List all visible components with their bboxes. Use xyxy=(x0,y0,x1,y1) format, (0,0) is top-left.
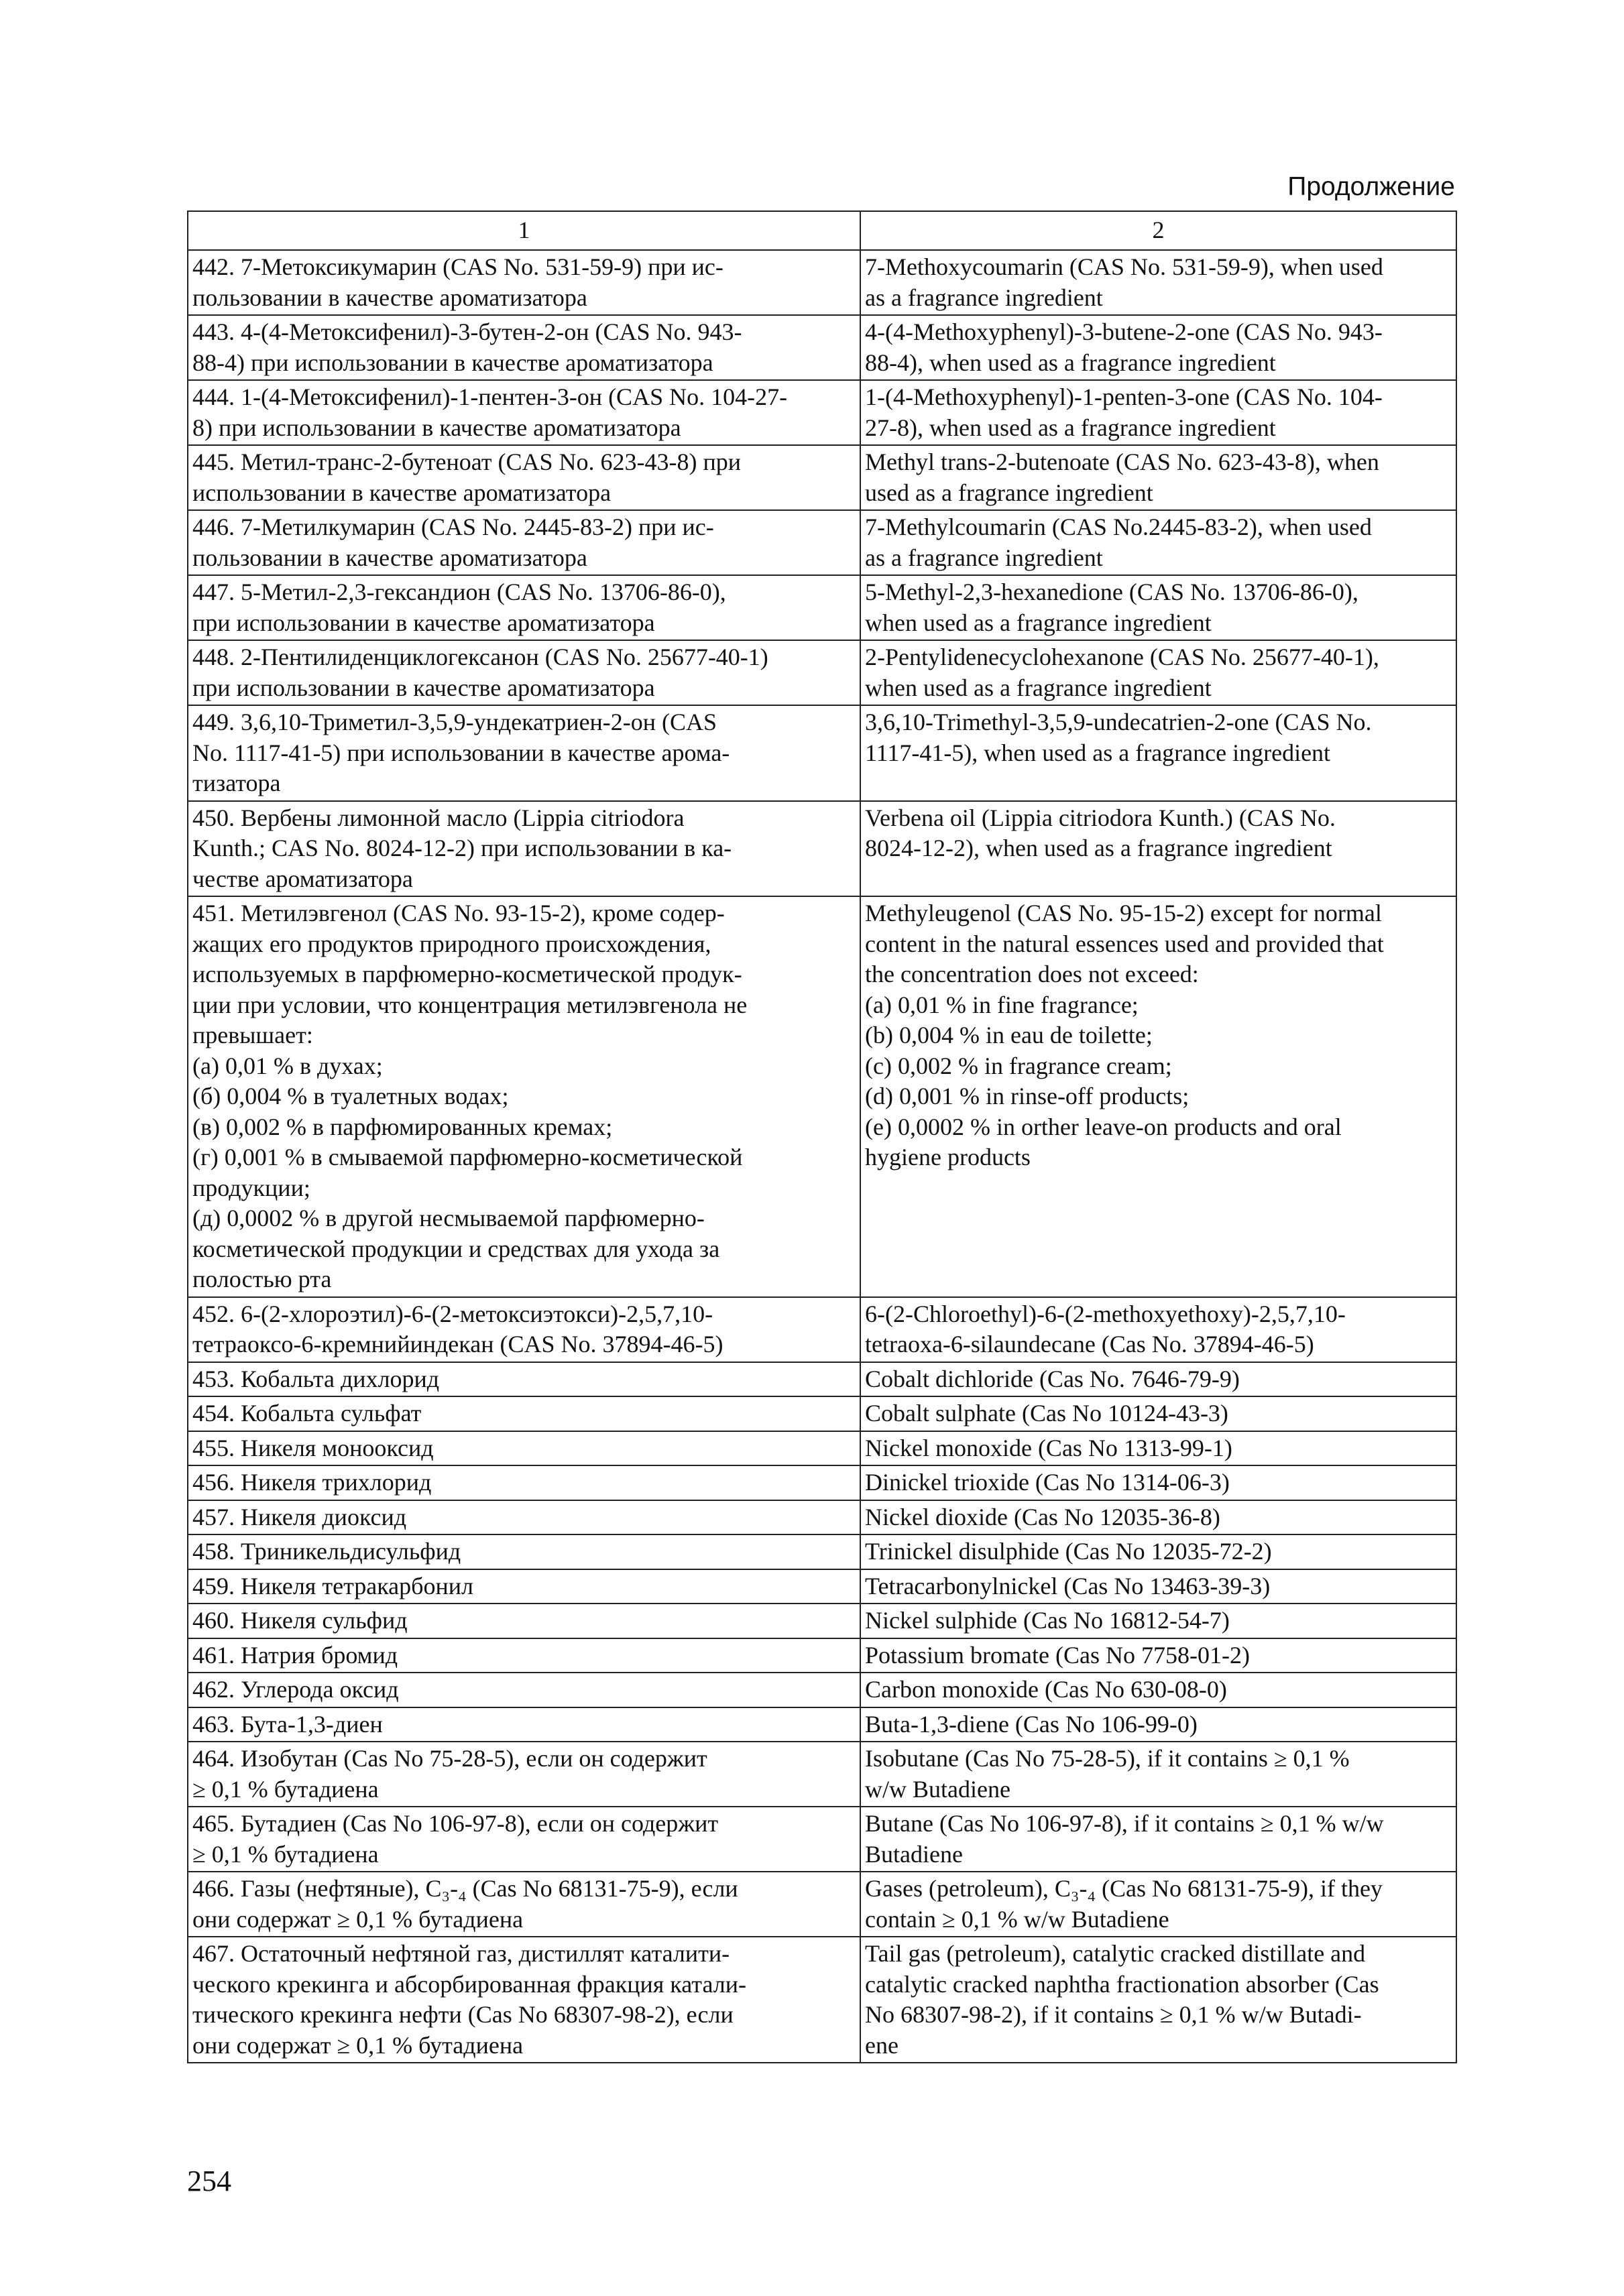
column-header-english: 2 xyxy=(860,211,1456,250)
cell-english: Dinickel trioxide (Cas No 1314-06-3) xyxy=(860,1465,1456,1500)
table-row xyxy=(188,1297,1456,1362)
cell-english: Trinickel disulphide (Cas No 12035-72-2) xyxy=(860,1534,1456,1569)
cell-english: 5-Methyl-2,3-hexanedione (CAS No. 13706-86-0), when used as a fragrance ingredient xyxy=(860,575,1456,640)
cell-russian: 467. Остаточный нефтяной газ, дистиллят каталити- ческого крекинга и абсорбированная фракция катали- тического крекинга нефти (Cas No 68307-98-2), если они содержат ≥ 0,1 % бутадиена xyxy=(188,1937,860,2063)
cell-english: Carbon monoxide (Cas No 630-08-0) xyxy=(860,1673,1456,1707)
cell-english: Butane (Cas No 106-97-8), if it contains ≥ 0,1 % w/w Butadiene xyxy=(860,1807,1456,1872)
table-row xyxy=(188,705,1456,801)
column-header-russian: 1 xyxy=(188,211,860,250)
table-header-row xyxy=(188,211,1456,250)
substances-table xyxy=(187,210,1457,2063)
table-row xyxy=(188,1431,1456,1466)
cell-english: 6-(2-Chloroethyl)-6-(2-methoxyethoxy)-2,5,7,10- tetraoxa-6-silaundecane (Cas No. 37894-46-5) xyxy=(860,1297,1456,1362)
cell-russian: 447. 5-Метил-2,3-гександион (CAS No. 13706-86-0), при использовании в качестве ароматизатора xyxy=(188,575,860,640)
cell-russian: 443. 4-(4-Метоксифенил)-3-бутен-2-он (CAS No. 943- 88-4) при использовании в качестве ароматизатора xyxy=(188,315,860,380)
cell-russian: 464. Изобутан (Cas No 75-28-5), если он содержит ≥ 0,1 % бутадиена xyxy=(188,1742,860,1807)
cell-russian: 451. Метилэвгенол (CAS No. 93-15-2), кроме содер- жащих его продуктов природного происхождения, используемых в парфюмерно-косметической продук- ции при условии, что концентрация метилэвгенола не превышает: (а) 0,01 % в духах; (б) 0,004 % в туалетных водах; (в) 0,002 % в парфюмированных кремах; (г) 0,001 % в смываемой парфюмерно-косметической продукции; (д) 0,0002 % в другой несмываемой парфюмерно- косметической продукции и средствах для ухода за полостью рта xyxy=(188,896,860,1297)
cell-english: Buta-1,3-diene (Cas No 106-99-0) xyxy=(860,1707,1456,1742)
cell-english: 1-(4-Methoxyphenyl)-1-penten-3-one (CAS No. 104- 27-8), when used as a fragrance ingredient xyxy=(860,380,1456,445)
cell-english: Methyl trans-2-butenoate (CAS No. 623-43-8), when used as a fragrance ingredient xyxy=(860,445,1456,510)
cell-russian: 449. 3,6,10-Триметил-3,5,9-ундекатриен-2-он (CAS No. 1117-41-5) при использовании в качестве арома- тизатора xyxy=(188,705,860,801)
table-row xyxy=(188,575,1456,640)
table-row xyxy=(188,640,1456,705)
cell-russian: 446. 7-Метилкумарин (CAS No. 2445-83-2) при ис- пользовании в качестве ароматизатора xyxy=(188,510,860,575)
cell-russian: 450. Вербены лимонной масло (Lippia citriodora Kunth.; CAS No. 8024-12-2) при использовании в ка- честве ароматизатора xyxy=(188,801,860,897)
table-row xyxy=(188,1604,1456,1638)
cell-english: 2-Pentylidenecyclohexanone (CAS No. 25677-40-1), when used as a fragrance ingredient xyxy=(860,640,1456,705)
cell-russian: 465. Бутадиен (Cas No 106-97-8), если он содержит ≥ 0,1 % бутадиена xyxy=(188,1807,860,1872)
cell-english: 7-Methoxycoumarin (CAS No. 531-59-9), when used as a fragrance ingredient xyxy=(860,250,1456,315)
cell-russian: 452. 6-(2-хлороэтил)-6-(2-метоксиэтокси)-2,5,7,10- тетраоксо-6-кремнийиндекан (CAS No. 37894-46-5) xyxy=(188,1297,860,1362)
continuation-label: Продолжение xyxy=(1287,172,1455,201)
table-row xyxy=(188,1937,1456,2063)
cell-english: Methyleugenol (CAS No. 95-15-2) except for normal content in the natural essences used and provided that the concentration does not exceed: (a) 0,01 % in fine fragrance; (b) 0,004 % in eau de toilette; (c) 0,002 % in fragrance cream; (d) 0,001 % in rinse-off products; (e) 0,0002 % in orther leave-on products and oral hygiene products xyxy=(860,896,1456,1297)
cell-russian: 456. Никеля трихлорид xyxy=(188,1465,860,1500)
cell-russian: 457. Никеля диоксид xyxy=(188,1500,860,1535)
cell-english: Verbena oil (Lippia citriodora Kunth.) (CAS No. 8024-12-2), when used as a fragrance ingredient xyxy=(860,801,1456,897)
table-row xyxy=(188,1396,1456,1431)
table-row xyxy=(188,250,1456,315)
cell-russian: 458. Триникельдисульфид xyxy=(188,1534,860,1569)
table-row xyxy=(188,1465,1456,1500)
cell-russian: 444. 1-(4-Метоксифенил)-1-пентен-3-он (CAS No. 104-27- 8) при использовании в качестве ароматизатора xyxy=(188,380,860,445)
cell-russian: 448. 2-Пентилиденциклогексанон (CAS No. 25677-40-1) при использовании в качестве ароматизатора xyxy=(188,640,860,705)
table-row xyxy=(188,1673,1456,1707)
table-row xyxy=(188,1534,1456,1569)
table-row xyxy=(188,801,1456,897)
table-row xyxy=(188,1872,1456,1937)
table-row xyxy=(188,510,1456,575)
page-number: 254 xyxy=(187,2165,231,2197)
table-row xyxy=(188,1807,1456,1872)
cell-russian: 461. Натрия бромид xyxy=(188,1638,860,1673)
cell-russian: 460. Никеля сульфид xyxy=(188,1604,860,1638)
table-row xyxy=(188,1707,1456,1742)
cell-english: 7-Methylcoumarin (CAS No.2445-83-2), when used as a fragrance ingredient xyxy=(860,510,1456,575)
cell-russian: 463. Бута-1,3-диен xyxy=(188,1707,860,1742)
cell-english: Isobutane (Cas No 75-28-5), if it contains ≥ 0,1 % w/w Butadiene xyxy=(860,1742,1456,1807)
cell-russian: 453. Кобальта дихлорид xyxy=(188,1362,860,1397)
cell-russian: 454. Кобальта сульфат xyxy=(188,1396,860,1431)
cell-english: Potassium bromate (Cas No 7758-01-2) xyxy=(860,1638,1456,1673)
cell-english: 4-(4-Methoxyphenyl)-3-butene-2-one (CAS No. 943- 88-4), when used as a fragrance ingredient xyxy=(860,315,1456,380)
cell-english: Nickel dioxide (Cas No 12035-36-8) xyxy=(860,1500,1456,1535)
cell-english: Tetracarbonylnickel (Cas No 13463-39-3) xyxy=(860,1569,1456,1604)
table-row xyxy=(188,896,1456,1297)
cell-russian: 459. Никеля тетракарбонил xyxy=(188,1569,860,1604)
cell-english: Cobalt sulphate (Cas No 10124-43-3) xyxy=(860,1396,1456,1431)
table-body xyxy=(188,250,1456,2063)
cell-russian: 445. Метил-транс-2-бутеноат (CAS No. 623-43-8) при использовании в качестве ароматизатора xyxy=(188,445,860,510)
cell-english: Nickel monoxide (Cas No 1313-99-1) xyxy=(860,1431,1456,1466)
cell-english: Cobalt dichloride (Cas No. 7646-79-9) xyxy=(860,1362,1456,1397)
table-row xyxy=(188,315,1456,380)
table-row xyxy=(188,380,1456,445)
cell-english: Tail gas (petroleum), catalytic cracked distillate and catalytic cracked naphtha fractionation absorber (Cas No 68307-98-2), if it contains ≥ 0,1 % w/w Butadi- ene xyxy=(860,1937,1456,2063)
cell-russian: 466. Газы (нефтяные), С₃-₄ (Cas No 68131-75-9), если они содержат ≥ 0,1 % бутадиена xyxy=(188,1872,860,1937)
table-row xyxy=(188,1362,1456,1397)
table-row xyxy=(188,1638,1456,1673)
cell-russian: 455. Никеля монооксид xyxy=(188,1431,860,1466)
cell-russian: 442. 7-Метоксикумарин (CAS No. 531-59-9) при ис- пользовании в качестве ароматизатора xyxy=(188,250,860,315)
cell-english: Gases (petroleum), C₃-₄ (Cas No 68131-75-9), if they contain ≥ 0,1 % w/w Butadiene xyxy=(860,1872,1456,1937)
cell-english: Nickel sulphide (Cas No 16812-54-7) xyxy=(860,1604,1456,1638)
cell-russian: 462. Углерода оксид xyxy=(188,1673,860,1707)
table-row xyxy=(188,1500,1456,1535)
cell-english: 3,6,10-Trimethyl-3,5,9-undecatrien-2-one (CAS No. 1117-41-5), when used as a fragrance ingredient xyxy=(860,705,1456,801)
table-row xyxy=(188,1569,1456,1604)
table-row xyxy=(188,1742,1456,1807)
table-row xyxy=(188,445,1456,510)
